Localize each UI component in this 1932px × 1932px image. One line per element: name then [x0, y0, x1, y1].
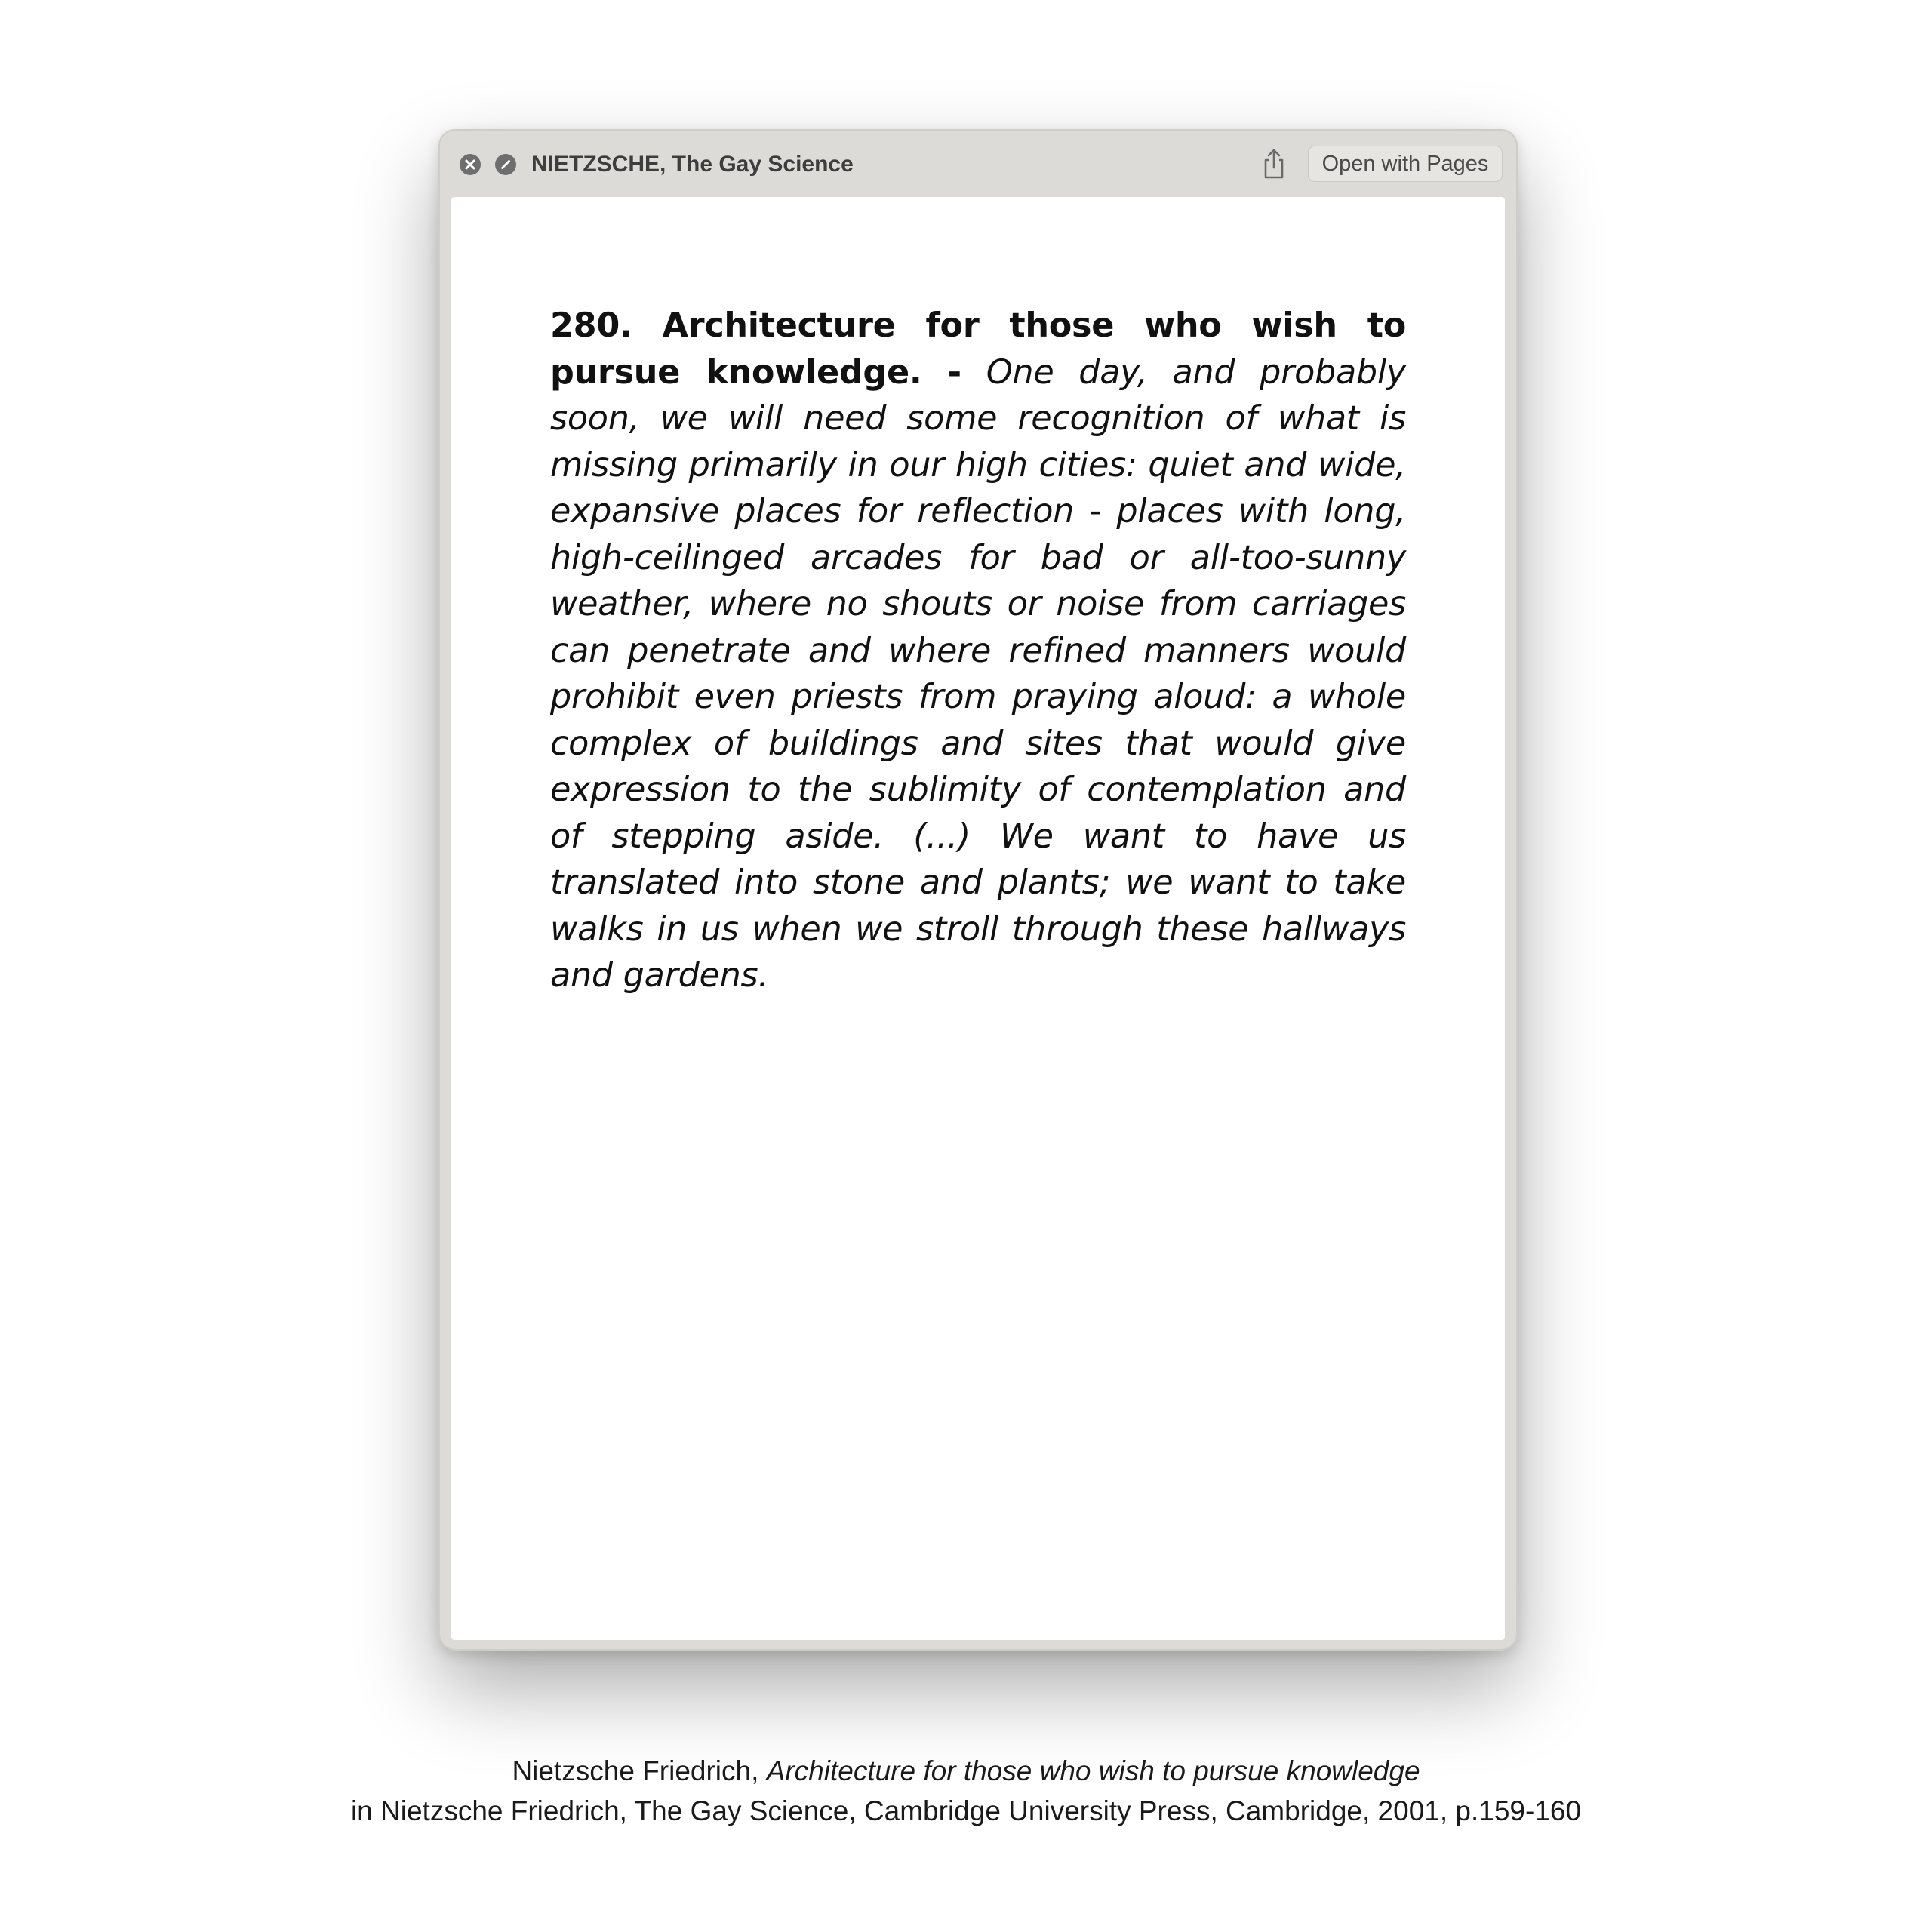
close-icon[interactable] [460, 154, 481, 175]
document-page [451, 197, 1505, 1640]
passage-text [550, 303, 1406, 999]
caption-author: Nietzsche Friedrich, [512, 1755, 767, 1786]
caption-source: in Nietzsche Friedrich, The Gay Science, Cambridge University Press, Cambridge, 2001, p.159-160 [350, 1795, 1582, 1826]
title-bar [440, 131, 1516, 197]
quick-look-window [438, 129, 1518, 1651]
caption-work-title: Architecture for those who wish to pursue knowledge [766, 1755, 1420, 1786]
passage-heading: 280. Architecture for those who wish to pursue knowledge. - [550, 306, 1406, 392]
passage-body: One day, and probably soon, we will need some recognition of what is missing primarily in our high cities: quiet and wide, expansive places for reflection - places with long, high-ceilinged arcades for bad or all-too-sunny weather, where no shouts or noise from carriages can penetrate and where refined manners would prohibit even priests from praying aloud: a whole complex of buildings and sites that would give expression to the sublimity of contemplation and of stepping aside. (...) We want to have us translated into stone and plants; we want to take walks in us when we stroll through these hallways and gardens. [550, 352, 1406, 995]
slash-circle-icon[interactable] [495, 154, 516, 175]
window-title: NIETZSCHE, The Gay Science [531, 152, 854, 177]
share-icon[interactable] [1259, 147, 1289, 180]
caption-line-1 [0, 1755, 1932, 1787]
open-with-pages-button[interactable]: Open with Pages [1308, 146, 1503, 182]
